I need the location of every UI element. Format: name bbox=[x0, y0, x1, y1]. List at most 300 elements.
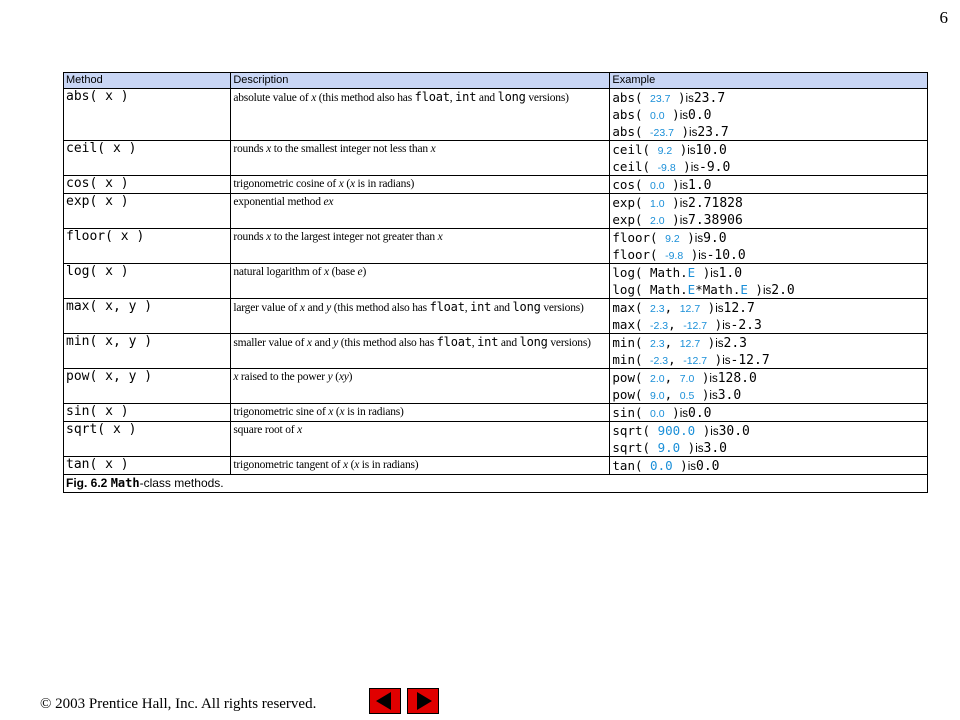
example-is: is bbox=[715, 303, 724, 315]
table-row bbox=[64, 369, 928, 404]
previous-slide-button[interactable] bbox=[369, 688, 401, 714]
description-fragment: to the largest integer not greater than bbox=[271, 231, 438, 243]
example-call: min( bbox=[612, 352, 651, 367]
example-is: is bbox=[679, 110, 689, 122]
example-is: is bbox=[687, 145, 696, 157]
example-line bbox=[612, 299, 925, 316]
description-fragment: e bbox=[357, 266, 363, 278]
example-result: 23.7 bbox=[697, 125, 729, 140]
example-argument: 2.0 bbox=[650, 215, 665, 227]
description-fragment: (this method also has bbox=[316, 92, 415, 104]
example-call: ) bbox=[694, 387, 710, 402]
example-call: ) bbox=[707, 352, 723, 367]
description-fragment: int bbox=[477, 335, 499, 349]
example-line bbox=[612, 246, 925, 263]
caption-row bbox=[64, 475, 928, 493]
example-is: is bbox=[694, 233, 704, 245]
figure-caption bbox=[64, 475, 928, 493]
method-description bbox=[233, 369, 607, 386]
example-line bbox=[612, 369, 925, 386]
caption-fig-label: Fig. 6.2 bbox=[66, 476, 108, 490]
table-row bbox=[64, 422, 928, 457]
example-is: is bbox=[690, 162, 700, 174]
description-fragment: trigonometric cosine of bbox=[233, 178, 339, 190]
example-call: sqrt( bbox=[612, 440, 658, 455]
example-argument: 0.0 bbox=[650, 458, 673, 473]
method-cell bbox=[64, 457, 231, 475]
example-call: ) bbox=[680, 440, 696, 455]
description-fragment: y bbox=[327, 371, 333, 383]
description-fragment: square root of bbox=[233, 424, 298, 436]
description-fragment: x bbox=[430, 143, 436, 155]
example-call: ) bbox=[700, 335, 716, 350]
example-argument: -9.8 bbox=[657, 162, 676, 174]
example-call: ) bbox=[675, 159, 691, 174]
example-call: ) bbox=[670, 90, 686, 105]
description-fragment: is in radians) bbox=[344, 406, 404, 418]
example-is: is bbox=[687, 461, 696, 473]
description-fragment: float bbox=[414, 90, 450, 104]
description-fragment: ( bbox=[347, 459, 355, 471]
example-result: -12.7 bbox=[730, 353, 770, 368]
example-call: *Math. bbox=[695, 282, 741, 297]
example-call: ceil( bbox=[612, 159, 658, 174]
description-fragment: smaller value of bbox=[233, 337, 307, 349]
description-fragment: x bbox=[338, 178, 344, 190]
method-signature: max( x, y ) bbox=[66, 299, 153, 314]
method-cell bbox=[64, 299, 231, 334]
description-fragment: y bbox=[333, 337, 339, 349]
description-fragment: x bbox=[266, 143, 272, 155]
description-fragment: (base bbox=[328, 266, 358, 278]
description-fragment: raised to the power bbox=[238, 371, 328, 383]
description-fragment: x bbox=[328, 406, 334, 418]
example-line bbox=[612, 229, 925, 246]
example-separator: , bbox=[664, 387, 680, 402]
example-result: 3.0 bbox=[717, 388, 742, 403]
example-line bbox=[612, 176, 925, 193]
example-line bbox=[612, 316, 925, 333]
example-call: ) bbox=[664, 212, 680, 227]
description-fragment: x bbox=[339, 406, 345, 418]
example-call: ) bbox=[672, 458, 688, 473]
example-result: -9.0 bbox=[699, 160, 731, 175]
description-cell bbox=[231, 404, 610, 422]
example-argument: -23.7 bbox=[650, 127, 674, 139]
method-description bbox=[233, 89, 607, 107]
example-argument: -9.8 bbox=[665, 250, 684, 262]
example-result: -2.3 bbox=[730, 318, 762, 333]
method-cell bbox=[64, 89, 231, 141]
header-method: Method bbox=[64, 73, 231, 89]
description-fragment: int bbox=[455, 90, 477, 104]
method-description bbox=[233, 457, 607, 474]
description-cell bbox=[231, 334, 610, 369]
example-argument: 900.0 bbox=[657, 423, 696, 438]
example-result: 0.0 bbox=[688, 406, 712, 421]
table-row bbox=[64, 334, 928, 369]
example-result: 128.0 bbox=[717, 371, 757, 386]
method-signature: ceil( x ) bbox=[66, 141, 137, 156]
description-fragment: and bbox=[498, 337, 520, 349]
example-call: abs( bbox=[612, 90, 651, 105]
example-argument: 0.0 bbox=[650, 408, 665, 420]
example-result: 0.0 bbox=[688, 108, 712, 123]
example-line bbox=[612, 123, 925, 140]
example-argument: -2.3 bbox=[650, 355, 669, 367]
example-line bbox=[612, 281, 925, 298]
example-argument: 12.7 bbox=[679, 338, 701, 350]
method-description bbox=[233, 404, 607, 421]
example-is: is bbox=[679, 215, 689, 227]
example-is: is bbox=[709, 373, 718, 385]
example-line bbox=[612, 211, 925, 228]
example-argument: 2.3 bbox=[650, 338, 665, 350]
example-call: max( bbox=[612, 317, 651, 332]
example-cell bbox=[610, 404, 928, 422]
example-cell bbox=[610, 176, 928, 194]
description-fragment: x bbox=[437, 231, 443, 243]
description-fragment: ( bbox=[332, 371, 339, 383]
next-slide-button[interactable] bbox=[407, 688, 439, 714]
table-row bbox=[64, 194, 928, 229]
description-cell bbox=[231, 299, 610, 334]
example-separator: , bbox=[664, 300, 680, 315]
example-argument: 2.3 bbox=[650, 303, 665, 315]
example-line bbox=[612, 422, 925, 439]
example-line bbox=[612, 89, 925, 106]
description-fragment: and bbox=[304, 302, 327, 314]
method-cell bbox=[64, 369, 231, 404]
example-result: 30.0 bbox=[718, 424, 750, 439]
caption-text: -class methods. bbox=[139, 476, 224, 490]
example-argument: 2.0 bbox=[650, 373, 665, 385]
method-signature: min( x, y ) bbox=[66, 334, 153, 349]
method-description bbox=[233, 422, 607, 439]
example-call: abs( bbox=[612, 107, 651, 122]
method-description bbox=[233, 334, 607, 352]
example-call: ) bbox=[747, 282, 763, 297]
example-call: sqrt( bbox=[612, 423, 658, 438]
method-cell bbox=[64, 334, 231, 369]
example-result: 3.0 bbox=[703, 441, 727, 456]
table-row bbox=[64, 176, 928, 194]
example-argument: -12.7 bbox=[683, 355, 708, 367]
example-call: ) bbox=[672, 142, 688, 157]
method-signature: sqrt( x ) bbox=[66, 422, 137, 437]
example-call: log( Math. bbox=[612, 282, 688, 297]
example-argument: 12.7 bbox=[679, 303, 701, 315]
example-call: ) bbox=[664, 107, 680, 122]
example-result: 2.3 bbox=[723, 336, 748, 351]
method-description bbox=[233, 194, 607, 211]
description-cell bbox=[231, 176, 610, 194]
example-call: ) bbox=[679, 230, 695, 245]
example-argument: 9.2 bbox=[657, 145, 673, 157]
description-fragment: long bbox=[512, 300, 541, 314]
example-line bbox=[612, 106, 925, 123]
method-cell bbox=[64, 422, 231, 457]
example-call: abs( bbox=[612, 124, 651, 139]
description-fragment: x bbox=[324, 266, 329, 278]
description-fragment: and bbox=[311, 337, 334, 349]
example-call: ) bbox=[664, 405, 680, 420]
example-is: is bbox=[715, 338, 724, 350]
example-call: sin( bbox=[612, 405, 651, 420]
description-fragment: ( bbox=[343, 178, 350, 190]
example-argument: 1.0 bbox=[650, 198, 665, 210]
description-fragment: trigonometric tangent of bbox=[233, 459, 343, 471]
table-row bbox=[64, 229, 928, 264]
description-cell bbox=[231, 89, 610, 141]
example-is: is bbox=[679, 408, 689, 420]
description-fragment: x bbox=[306, 337, 312, 349]
example-is: is bbox=[710, 426, 719, 438]
method-cell bbox=[64, 141, 231, 176]
description-cell bbox=[231, 457, 610, 475]
example-call: floor( bbox=[612, 230, 666, 245]
example-argument: E bbox=[687, 282, 696, 297]
example-argument: E bbox=[740, 282, 748, 297]
method-cell bbox=[64, 404, 231, 422]
description-fragment: absolute value of bbox=[233, 92, 312, 104]
description-fragment: larger value of bbox=[233, 302, 300, 314]
description-fragment: int bbox=[470, 300, 492, 314]
example-separator: , bbox=[664, 370, 680, 385]
method-description bbox=[233, 141, 607, 158]
example-is: is bbox=[762, 285, 772, 297]
example-argument: -12.7 bbox=[683, 320, 708, 332]
page-number: 6 bbox=[939, 8, 948, 27]
example-cell bbox=[610, 369, 928, 404]
method-description bbox=[233, 264, 607, 281]
method-description bbox=[233, 176, 607, 193]
description-fragment: rounds bbox=[233, 143, 267, 155]
example-cell bbox=[610, 264, 928, 299]
example-call: ) bbox=[707, 317, 723, 332]
example-call: exp( bbox=[612, 195, 651, 210]
example-call: ) bbox=[700, 300, 716, 315]
copyright-footer bbox=[40, 696, 316, 713]
example-argument: 9.0 bbox=[657, 440, 681, 455]
description-fragment: x bbox=[349, 178, 355, 190]
description-fragment: , bbox=[464, 302, 471, 314]
description-fragment: versions) bbox=[547, 337, 591, 349]
description-fragment: xy bbox=[338, 371, 349, 383]
example-cell bbox=[610, 334, 928, 369]
example-call: min( bbox=[612, 335, 651, 350]
example-call: ) bbox=[683, 247, 699, 262]
example-call: tan( bbox=[612, 458, 651, 473]
example-cell bbox=[610, 141, 928, 176]
example-is: is bbox=[710, 268, 719, 280]
example-line bbox=[612, 351, 925, 368]
example-result: 1.0 bbox=[718, 266, 743, 281]
description-fragment: rounds bbox=[233, 231, 267, 243]
description-cell bbox=[231, 229, 610, 264]
example-call: max( bbox=[612, 300, 651, 315]
example-argument: 0.0 bbox=[650, 180, 665, 192]
description-fragment: ) bbox=[362, 266, 367, 278]
description-fragment: ) bbox=[348, 371, 353, 383]
copyright-symbol: © bbox=[40, 696, 52, 712]
method-cell bbox=[64, 264, 231, 299]
description-fragment: natural logarithm of bbox=[233, 266, 324, 278]
method-cell bbox=[64, 229, 231, 264]
description-fragment: x bbox=[233, 371, 239, 383]
description-fragment: x bbox=[311, 92, 317, 104]
description-fragment: float bbox=[436, 335, 472, 349]
example-is: is bbox=[709, 390, 718, 402]
example-call: cos( bbox=[612, 177, 651, 192]
method-signature: log( x ) bbox=[66, 264, 129, 279]
description-fragment: x bbox=[343, 459, 348, 471]
method-signature: exp( x ) bbox=[66, 194, 129, 209]
example-is: is bbox=[679, 180, 689, 192]
description-fragment: float bbox=[429, 300, 465, 314]
triangle-left-icon bbox=[370, 689, 400, 713]
description-fragment: ( bbox=[333, 406, 340, 418]
example-line bbox=[612, 457, 925, 474]
description-fragment: long bbox=[497, 90, 526, 104]
example-cell bbox=[610, 229, 928, 264]
description-fragment: ex bbox=[323, 196, 334, 208]
method-cell bbox=[64, 176, 231, 194]
method-description bbox=[233, 229, 607, 246]
example-line bbox=[612, 404, 925, 421]
example-result: 23.7 bbox=[693, 91, 726, 106]
example-is: is bbox=[722, 320, 731, 332]
example-is: is bbox=[698, 250, 707, 262]
description-fragment: x bbox=[297, 424, 302, 436]
example-call: ) bbox=[695, 423, 711, 438]
example-call: ) bbox=[664, 177, 680, 192]
example-call: ceil( bbox=[612, 142, 658, 157]
description-cell bbox=[231, 264, 610, 299]
example-argument: 7.0 bbox=[679, 373, 695, 385]
example-line bbox=[612, 194, 925, 211]
math-methods-table bbox=[63, 72, 928, 493]
example-call: log( Math. bbox=[612, 265, 688, 280]
example-line bbox=[612, 386, 925, 403]
method-signature: tan( x ) bbox=[66, 457, 129, 472]
table-row bbox=[64, 264, 928, 299]
example-cell bbox=[610, 299, 928, 334]
example-result: -10.0 bbox=[706, 248, 746, 263]
description-fragment: x bbox=[299, 302, 305, 314]
example-call: ) bbox=[695, 265, 711, 280]
example-argument: E bbox=[687, 265, 696, 280]
description-fragment: (this method also has bbox=[338, 337, 437, 349]
table-row bbox=[64, 299, 928, 334]
method-description bbox=[233, 299, 607, 317]
example-line bbox=[612, 158, 925, 175]
method-signature: pow( x, y ) bbox=[66, 369, 153, 384]
example-result: 0.0 bbox=[696, 459, 720, 474]
description-fragment: long bbox=[519, 335, 548, 349]
example-argument: 23.7 bbox=[650, 93, 671, 105]
table-row bbox=[64, 141, 928, 176]
example-cell bbox=[610, 422, 928, 457]
example-argument: 9.0 bbox=[650, 390, 665, 402]
table-header-row bbox=[64, 73, 928, 89]
description-fragment: and bbox=[476, 92, 498, 104]
example-cell bbox=[610, 194, 928, 229]
description-fragment: to the smallest integer not less than bbox=[271, 143, 431, 155]
description-fragment: is in radians) bbox=[359, 459, 419, 471]
method-cell bbox=[64, 194, 231, 229]
example-line bbox=[612, 141, 925, 158]
example-result: 10.0 bbox=[695, 143, 727, 158]
description-fragment: y bbox=[326, 302, 332, 314]
description-fragment: is in radians) bbox=[354, 178, 415, 190]
description-fragment: x bbox=[266, 231, 272, 243]
example-call: pow( bbox=[612, 387, 651, 402]
table-row bbox=[64, 457, 928, 475]
method-signature: abs( x ) bbox=[66, 89, 129, 104]
example-call: pow( bbox=[612, 370, 651, 385]
example-result: 7.38906 bbox=[688, 213, 743, 228]
example-cell bbox=[610, 89, 928, 141]
example-separator: , bbox=[668, 317, 684, 332]
header-example: Example bbox=[610, 73, 928, 89]
copyright-text: 2003 Prentice Hall, Inc. All rights reserved. bbox=[51, 696, 317, 712]
example-is: is bbox=[722, 355, 731, 367]
example-separator: , bbox=[664, 335, 680, 350]
example-call: ) bbox=[673, 124, 690, 139]
example-line bbox=[612, 334, 925, 351]
caption-code: Math bbox=[110, 476, 140, 490]
description-cell bbox=[231, 422, 610, 457]
description-fragment: (this method also has bbox=[331, 302, 430, 314]
description-fragment: and bbox=[491, 302, 513, 314]
example-cell bbox=[610, 457, 928, 475]
example-result: 12.7 bbox=[723, 301, 755, 316]
description-cell bbox=[231, 141, 610, 176]
example-result: 1.0 bbox=[688, 178, 712, 193]
description-fragment: versions) bbox=[525, 92, 569, 104]
description-cell bbox=[231, 369, 610, 404]
example-result: 9.0 bbox=[703, 231, 727, 246]
example-is: is bbox=[695, 443, 704, 455]
example-line bbox=[612, 439, 925, 456]
example-is: is bbox=[679, 198, 689, 210]
table-row bbox=[64, 89, 928, 141]
example-is: is bbox=[689, 127, 698, 139]
table-body bbox=[64, 89, 928, 475]
example-result: 2.0 bbox=[771, 283, 795, 298]
example-call: ) bbox=[694, 370, 710, 385]
example-argument: -2.3 bbox=[650, 320, 669, 332]
table-row bbox=[64, 404, 928, 422]
description-fragment: , bbox=[471, 337, 478, 349]
example-result: 2.71828 bbox=[688, 196, 743, 211]
description-fragment: x bbox=[354, 459, 360, 471]
example-argument: 9.2 bbox=[665, 233, 680, 245]
example-is: is bbox=[685, 93, 694, 105]
example-call: exp( bbox=[612, 212, 651, 227]
example-call: floor( bbox=[612, 247, 666, 262]
description-fragment: trigonometric sine of bbox=[233, 406, 329, 418]
triangle-right-icon bbox=[408, 689, 438, 713]
method-signature: floor( x ) bbox=[66, 229, 145, 244]
header-description: Description bbox=[231, 73, 610, 89]
example-call: ) bbox=[664, 195, 680, 210]
description-cell bbox=[231, 194, 610, 229]
description-fragment: versions) bbox=[540, 302, 584, 314]
example-argument: 0.0 bbox=[650, 110, 665, 122]
method-signature: sin( x ) bbox=[66, 404, 129, 419]
